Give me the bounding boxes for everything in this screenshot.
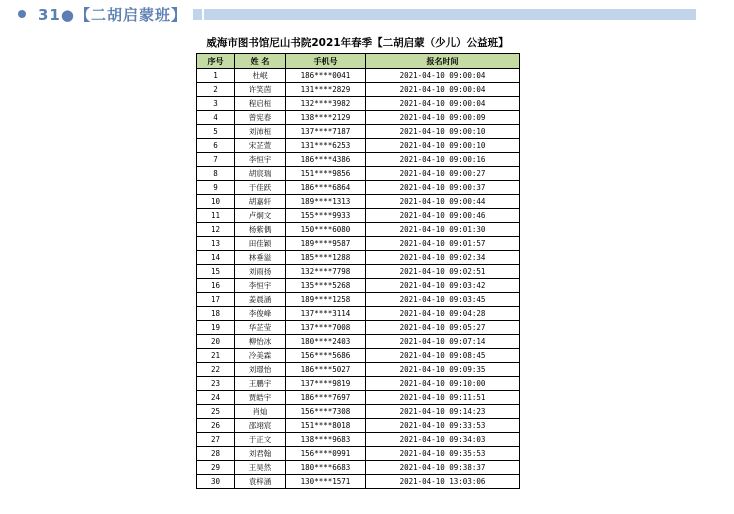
- phone-number: 150****6080: [286, 223, 366, 237]
- phone-number: 151****8018: [286, 419, 366, 433]
- registration-time: 2021-04-10 09:03:45: [366, 293, 520, 307]
- row-index: 5: [197, 125, 235, 139]
- registration-time: 2021-04-10 09:33:53: [366, 419, 520, 433]
- registration-time: 2021-04-10 09:02:34: [366, 251, 520, 265]
- phone-number: 132****3982: [286, 97, 366, 111]
- table-row: [197, 405, 520, 419]
- student-name: 曾宪春: [235, 111, 286, 125]
- student-name: 柳怡冰: [235, 335, 286, 349]
- student-name: 李俊峰: [235, 307, 286, 321]
- row-index: 27: [197, 433, 235, 447]
- phone-number: 137****7187: [286, 125, 366, 139]
- registration-time: 2021-04-10 09:02:51: [366, 265, 520, 279]
- phone-number: 131****2829: [286, 83, 366, 97]
- table-row: [197, 83, 520, 97]
- row-index: 3: [197, 97, 235, 111]
- registration-time: 2021-04-10 09:34:03: [366, 433, 520, 447]
- student-name: 李恒宇: [235, 279, 286, 293]
- student-name: 刘璟怡: [235, 363, 286, 377]
- table-row: [197, 181, 520, 195]
- phone-number: 137****3114: [286, 307, 366, 321]
- table-row: [197, 349, 520, 363]
- registration-time: 2021-04-10 09:01:30: [366, 223, 520, 237]
- table-row: [197, 307, 520, 321]
- row-index: 9: [197, 181, 235, 195]
- student-name: 冷美霖: [235, 349, 286, 363]
- registration-time: 2021-04-10 09:09:35: [366, 363, 520, 377]
- row-index: 25: [197, 405, 235, 419]
- phone-number: 189****1258: [286, 293, 366, 307]
- student-name: 王昊然: [235, 461, 286, 475]
- student-name: 肖灿: [235, 405, 286, 419]
- student-name: 王鹏宇: [235, 377, 286, 391]
- phone-number: 186****5027: [286, 363, 366, 377]
- phone-number: 189****1313: [286, 195, 366, 209]
- registration-time: 2021-04-10 09:01:57: [366, 237, 520, 251]
- table-row: [197, 447, 520, 461]
- row-index: 18: [197, 307, 235, 321]
- phone-number: 156****0991: [286, 447, 366, 461]
- phone-number: 130****1571: [286, 475, 366, 489]
- student-name: 林垂溢: [235, 251, 286, 265]
- column-header-registration-time: 报名时间: [366, 54, 520, 69]
- row-index: 8: [197, 167, 235, 181]
- registration-time: 2021-04-10 09:00:37: [366, 181, 520, 195]
- student-name: 胡宸瑞: [235, 167, 286, 181]
- table-row: [197, 391, 520, 405]
- section-header: [18, 4, 202, 24]
- registration-time: 2021-04-10 13:03:06: [366, 475, 520, 489]
- table-row: [197, 265, 520, 279]
- row-index: 14: [197, 251, 235, 265]
- student-name: 程启桓: [235, 97, 286, 111]
- row-index: 19: [197, 321, 235, 335]
- table-row: [197, 321, 520, 335]
- table-row: [197, 475, 520, 489]
- phone-number: 137****9819: [286, 377, 366, 391]
- table-row: [197, 377, 520, 391]
- table-row: [197, 139, 520, 153]
- row-index: 26: [197, 419, 235, 433]
- title-end-square-icon: [193, 9, 202, 20]
- student-name: 于佳跃: [235, 181, 286, 195]
- registration-time: 2021-04-10 09:38:37: [366, 461, 520, 475]
- table-row: [197, 461, 520, 475]
- student-name: 杨紫偶: [235, 223, 286, 237]
- table-row: [197, 97, 520, 111]
- row-index: 17: [197, 293, 235, 307]
- phone-number: 186****7697: [286, 391, 366, 405]
- phone-number: 132****7798: [286, 265, 366, 279]
- student-name: 杜岷: [235, 69, 286, 83]
- row-index: 4: [197, 111, 235, 125]
- row-index: 22: [197, 363, 235, 377]
- bullet-dot-icon: [18, 10, 26, 18]
- registration-time: 2021-04-10 09:00:04: [366, 69, 520, 83]
- row-index: 30: [197, 475, 235, 489]
- table-row: [197, 433, 520, 447]
- row-index: 13: [197, 237, 235, 251]
- student-name: 许笑茵: [235, 83, 286, 97]
- registration-time: 2021-04-10 09:00:27: [366, 167, 520, 181]
- registration-time: 2021-04-10 09:07:14: [366, 335, 520, 349]
- phone-number: 137****7008: [286, 321, 366, 335]
- phone-number: 186****6864: [286, 181, 366, 195]
- column-header-phone: 手机号: [286, 54, 366, 69]
- table-row: [197, 363, 520, 377]
- row-index: 7: [197, 153, 235, 167]
- table-row: [197, 153, 520, 167]
- table-row: [197, 209, 520, 223]
- registration-time: 2021-04-10 09:00:10: [366, 139, 520, 153]
- table-row: [197, 223, 520, 237]
- registration-time: 2021-04-10 09:35:53: [366, 447, 520, 461]
- student-name: 田佳颖: [235, 237, 286, 251]
- table-body: [197, 69, 520, 489]
- phone-number: 151****9856: [286, 167, 366, 181]
- registration-time: 2021-04-10 09:10:00: [366, 377, 520, 391]
- phone-number: 156****5686: [286, 349, 366, 363]
- student-name: 邵翊宸: [235, 419, 286, 433]
- student-name: 华芷莹: [235, 321, 286, 335]
- row-index: 20: [197, 335, 235, 349]
- section-title: 31●【二胡启蒙班】: [38, 5, 187, 24]
- phone-number: 189****9587: [286, 237, 366, 251]
- table-row: [197, 125, 520, 139]
- phone-number: 138****2129: [286, 111, 366, 125]
- student-name: 宋芷萱: [235, 139, 286, 153]
- student-name: 胡嘉轩: [235, 195, 286, 209]
- table-row: [197, 279, 520, 293]
- registration-time: 2021-04-10 09:00:04: [366, 97, 520, 111]
- row-index: 23: [197, 377, 235, 391]
- student-name: 袁梓涵: [235, 475, 286, 489]
- table-row: [197, 335, 520, 349]
- registration-time: 2021-04-10 09:00:10: [366, 125, 520, 139]
- student-name: 卢炯文: [235, 209, 286, 223]
- table-header-row: [197, 54, 520, 69]
- phone-number: 156****7308: [286, 405, 366, 419]
- row-index: 1: [197, 69, 235, 83]
- row-index: 12: [197, 223, 235, 237]
- registration-time: 2021-04-10 09:00:09: [366, 111, 520, 125]
- phone-number: 186****4386: [286, 153, 366, 167]
- student-name: 于正文: [235, 433, 286, 447]
- row-index: 21: [197, 349, 235, 363]
- phone-number: 135****5268: [286, 279, 366, 293]
- registration-time: 2021-04-10 09:00:16: [366, 153, 520, 167]
- row-index: 10: [197, 195, 235, 209]
- registration-table: [196, 53, 520, 489]
- table-row: [197, 419, 520, 433]
- phone-number: 138****9683: [286, 433, 366, 447]
- table-row: [197, 251, 520, 265]
- student-name: 刘沛桓: [235, 125, 286, 139]
- student-name: 贾皓宇: [235, 391, 286, 405]
- row-index: 15: [197, 265, 235, 279]
- row-index: 6: [197, 139, 235, 153]
- registration-time: 2021-04-10 09:03:42: [366, 279, 520, 293]
- column-header-name: 姓 名: [235, 54, 286, 69]
- row-index: 2: [197, 83, 235, 97]
- row-index: 28: [197, 447, 235, 461]
- row-index: 29: [197, 461, 235, 475]
- student-name: 李恒宇: [235, 153, 286, 167]
- row-index: 11: [197, 209, 235, 223]
- table-row: [197, 195, 520, 209]
- student-name: 姜晨涵: [235, 293, 286, 307]
- header-accent-bar: [204, 9, 696, 20]
- row-index: 16: [197, 279, 235, 293]
- student-name: 刘君翰: [235, 447, 286, 461]
- table-row: [197, 167, 520, 181]
- table-row: [197, 293, 520, 307]
- phone-number: 185****1288: [286, 251, 366, 265]
- registration-time: 2021-04-10 09:00:04: [366, 83, 520, 97]
- registration-time: 2021-04-10 09:11:51: [366, 391, 520, 405]
- table-row: [197, 111, 520, 125]
- phone-number: 131****6253: [286, 139, 366, 153]
- phone-number: 186****0041: [286, 69, 366, 83]
- table-row: [197, 237, 520, 251]
- phone-number: 180****6683: [286, 461, 366, 475]
- registration-time: 2021-04-10 09:05:27: [366, 321, 520, 335]
- phone-number: 180****2403: [286, 335, 366, 349]
- table-row: [197, 69, 520, 83]
- column-header-index: 序号: [197, 54, 235, 69]
- registration-time: 2021-04-10 09:04:28: [366, 307, 520, 321]
- registration-time: 2021-04-10 09:00:46: [366, 209, 520, 223]
- registration-time: 2021-04-10 09:08:45: [366, 349, 520, 363]
- registration-time: 2021-04-10 09:00:44: [366, 195, 520, 209]
- student-name: 刘雨扬: [235, 265, 286, 279]
- registration-time: 2021-04-10 09:14:23: [366, 405, 520, 419]
- phone-number: 155****9933: [286, 209, 366, 223]
- table-title: 威海市图书馆尼山书院2021年春季【二胡启蒙（少儿）公益班】: [206, 37, 509, 49]
- row-index: 24: [197, 391, 235, 405]
